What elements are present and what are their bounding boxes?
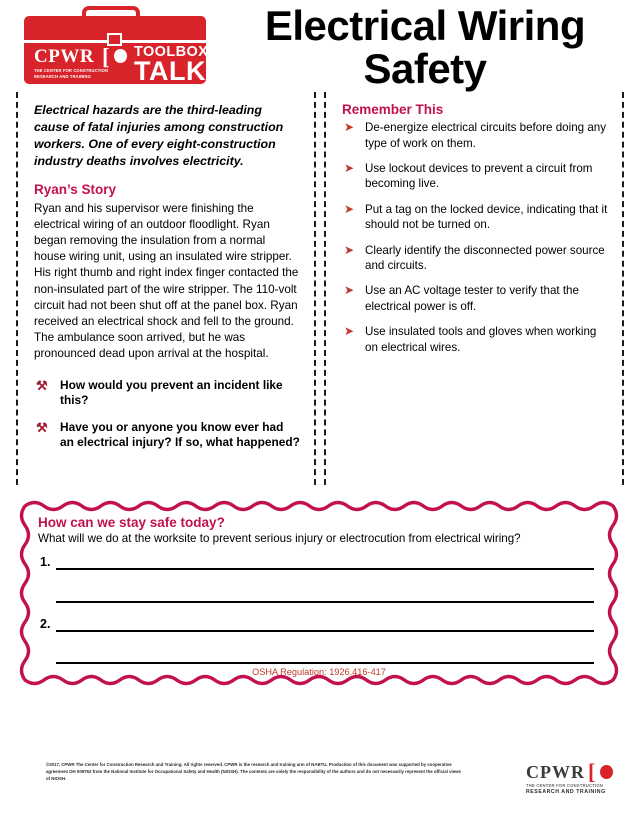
toolbox-body-icon — [24, 16, 209, 86]
remember-this-list — [342, 120, 608, 355]
page-header — [0, 0, 638, 92]
footer-logo-bracket-glyph: [ — [588, 759, 596, 784]
arrow-bullet-icon: ➤ — [344, 120, 355, 135]
stay-safe-panel — [16, 497, 622, 689]
question-text: How would you prevent an incident like this? — [60, 377, 283, 408]
page-title: Electrical Wiring Safety — [264, 2, 586, 93]
list-item — [342, 161, 608, 192]
osha-regulation-note: OSHA Regulation: 1926.416-417 — [252, 667, 386, 677]
logo-bracket-glyph: [ — [102, 44, 110, 69]
arrow-bullet-icon: ➤ — [344, 201, 355, 216]
remember-item-text: Clearly identify the disconnected power source and circuits. — [365, 243, 605, 273]
list-item — [342, 120, 608, 151]
list-item — [342, 202, 608, 233]
cpwr-footer-logo — [526, 759, 626, 799]
footer-logo-tagline-line1: THE CENTER FOR CONSTRUCTION — [526, 783, 604, 788]
copyright-text: ©2017, CPWR The Center for Construction Research and Training. All rights reserved. CPWR is the research and training arm of NABTU. Production of this document was supported by cooperative agreement OH 009762 from the National Institute for Occupational Safety and Health (NIOSH). The contents are solely the responsibility of the authors and do not necessarily represent the official views of NIOSH. — [46, 762, 461, 782]
right-column-panel — [324, 92, 624, 485]
arrow-bullet-icon: ➤ — [344, 242, 355, 257]
answer-line-2b[interactable] — [56, 662, 594, 664]
question-text: Have you or anyone you know ever had an electrical injury? If so, what happened? — [60, 419, 300, 450]
page-footer — [0, 755, 638, 815]
crossed-tools-icon: ⚒ — [36, 377, 48, 393]
arrow-bullet-icon: ➤ — [344, 283, 355, 298]
footer-logo-tagline-line2: RESEARCH AND TRAINING — [526, 789, 606, 795]
remember-item-text: De-energize electrical circuits before doing any type of work on them. — [365, 121, 607, 150]
crossed-tools-icon: ⚒ — [36, 419, 48, 435]
panel-subheading: What will we do at the worksite to prevent serious injury or electrocution from electrical wiring? — [38, 532, 521, 545]
left-column-panel — [16, 92, 316, 485]
discussion-questions-list — [34, 378, 300, 451]
list-item — [342, 283, 608, 314]
list-item — [34, 378, 300, 409]
footer-logo-brand: CPWR — [526, 762, 585, 782]
logo-tagline: THE CENTER FOR CONSTRUCTION RESEARCH AND TRAINING — [34, 68, 109, 79]
story-body-text: Ryan and his supervisor were finishing the electrical wiring of an outdoor floodlight. Ryan began removing the insulation from a normal house wiring unit, using an insulated wire stripper. His right thumb and right index finger contacted the non-insulated part of the wire stripper. The 110-volt circuit had not been shut off at the panel box. Ryan received an electrical shock and fell to the ground. The ambulance soon arrived, but he was pronounced dead upon arrival at the hospital. — [34, 201, 299, 361]
remember-item-text: Use lockout devices to prevent a circuit from becoming live. — [365, 162, 593, 191]
cpwr-toolbox-talk-logo — [24, 6, 209, 86]
answer-line-1b[interactable] — [56, 601, 594, 603]
arrow-bullet-icon: ➤ — [344, 324, 355, 339]
logo-dot-icon — [114, 49, 127, 63]
answer-line-2a[interactable] — [56, 630, 594, 632]
remember-item-text: Use insulated tools and gloves when working on electrical wires. — [365, 325, 597, 354]
remember-item-text: Put a tag on the locked device, indicating that it should not be turned on. — [365, 202, 608, 232]
intro-statistic-text: Electrical hazards are the third-leading cause of fatal injuries among construction workers. One of every eight-construction industry deaths involves electricity. — [34, 103, 284, 168]
story-heading: Ryan’s Story — [34, 182, 117, 198]
logo-toolbox-word: TOOLBOX — [134, 44, 209, 60]
list-item — [342, 324, 608, 355]
logo-brand-text: CPWR — [34, 46, 95, 67]
list-item — [342, 243, 608, 274]
remember-this-heading: Remember This — [342, 102, 444, 117]
answer-number-1: 1. — [40, 555, 51, 569]
panel-heading: How can we stay safe today? — [38, 515, 225, 530]
footer-logo-dot-icon — [600, 765, 613, 779]
logo-talk-word: TALK — [134, 56, 206, 86]
arrow-bullet-icon: ➤ — [344, 161, 355, 175]
answer-line-1a[interactable] — [56, 568, 594, 570]
remember-item-text: Use an AC voltage tester to verify that the electrical power is off. — [365, 284, 579, 313]
list-item — [34, 420, 300, 451]
answer-number-2: 2. — [40, 617, 51, 631]
